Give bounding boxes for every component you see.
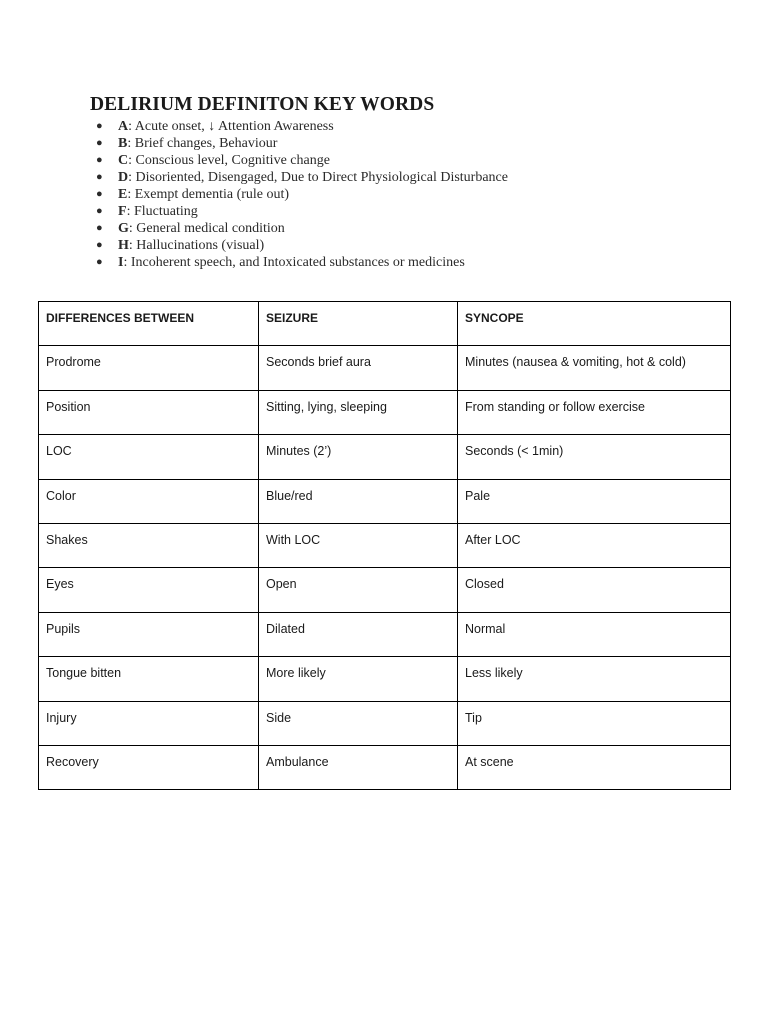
keyword-list xyxy=(90,118,508,271)
cell-text: Tongue bitten xyxy=(46,666,122,681)
keyword-text: : General medical condition xyxy=(128,221,285,236)
table-cell xyxy=(458,346,731,390)
list-item xyxy=(90,237,508,254)
table-cell xyxy=(39,523,259,567)
cell-text: Tip xyxy=(465,710,482,725)
table-cell xyxy=(458,479,731,523)
table-cell xyxy=(458,745,731,789)
table-cell xyxy=(259,479,458,523)
keyword-letter: B xyxy=(118,136,128,151)
table-cell xyxy=(458,568,731,612)
page-title: DELIRIUM DEFINITON KEY WORDS xyxy=(90,94,435,115)
cell-text: At scene xyxy=(465,754,514,769)
keyword-letter: I xyxy=(118,255,124,270)
bullet-icon: ● xyxy=(96,171,103,183)
table-row xyxy=(39,479,731,523)
table-cell xyxy=(259,612,458,656)
keyword-letter: A xyxy=(118,119,129,134)
keyword-text: : Fluctuating xyxy=(126,204,198,219)
cell-text: Closed xyxy=(465,577,504,592)
keyword-letter: F xyxy=(118,204,127,219)
table-cell xyxy=(458,435,731,479)
table-row xyxy=(39,701,731,745)
cell-text: With LOC xyxy=(266,532,321,547)
list-item xyxy=(90,254,508,271)
list-item xyxy=(90,118,508,135)
table-cell xyxy=(259,390,458,434)
list-item xyxy=(90,220,508,237)
keyword-text: : Hallucinations (visual) xyxy=(128,238,265,253)
table-cell xyxy=(259,523,458,567)
keyword-letter: E xyxy=(118,187,128,202)
cell-text: Minutes (nausea & vomiting, hot & cold) xyxy=(465,355,686,370)
table-cell xyxy=(259,657,458,701)
keyword-letter: C xyxy=(118,153,129,168)
table-cell xyxy=(39,568,259,612)
table-cell xyxy=(39,657,259,701)
keyword-text: : Acute onset, ↓ Attention Awareness xyxy=(128,119,334,134)
list-item xyxy=(90,169,508,186)
table-cell xyxy=(458,657,731,701)
keyword-text: : Conscious level, Cognitive change xyxy=(128,153,330,168)
table-body xyxy=(39,346,731,790)
cell-text: Blue/red xyxy=(266,488,313,503)
table-row xyxy=(39,435,731,479)
table-cell xyxy=(39,701,259,745)
cell-text: After LOC xyxy=(465,532,521,547)
table-row xyxy=(39,523,731,567)
bullet-icon: ● xyxy=(96,154,103,166)
header-label: SEIZURE xyxy=(266,311,319,325)
bullet-icon: ● xyxy=(96,205,103,217)
table-cell xyxy=(259,346,458,390)
cell-text: Pupils xyxy=(46,621,81,636)
table-row xyxy=(39,390,731,434)
cell-text: Seconds brief aura xyxy=(266,355,371,370)
table-cell xyxy=(458,523,731,567)
keyword-letter: D xyxy=(118,170,129,185)
header-label: SYNCOPE xyxy=(465,311,524,325)
cell-text: From standing or follow exercise xyxy=(465,399,645,414)
cell-text: Shakes xyxy=(46,532,88,547)
table-cell xyxy=(458,390,731,434)
table-cell xyxy=(259,701,458,745)
keyword-text: : Disoriented, Disengaged, Due to Direct Physiological Disturbance xyxy=(128,170,508,185)
cell-text: Color xyxy=(46,488,76,503)
table-cell xyxy=(458,701,731,745)
table-cell xyxy=(39,390,259,434)
bullet-icon: ● xyxy=(96,120,103,132)
cell-text: Side xyxy=(266,710,292,725)
bullet-icon: ● xyxy=(96,239,103,251)
table-row xyxy=(39,657,731,701)
table-row xyxy=(39,568,731,612)
cell-text: Prodrome xyxy=(46,355,101,370)
cell-text: Seconds (< 1min) xyxy=(465,444,564,459)
bullet-icon: ● xyxy=(96,137,103,149)
cell-text: Eyes xyxy=(46,577,74,592)
table-cell xyxy=(259,745,458,789)
cell-text: Ambulance xyxy=(266,754,329,769)
cell-text: Normal xyxy=(465,621,506,636)
table-cell xyxy=(39,612,259,656)
cell-text: Injury xyxy=(46,710,77,725)
table-cell xyxy=(39,435,259,479)
header-cell-differences xyxy=(39,302,259,346)
table-cell xyxy=(259,568,458,612)
cell-text: Pale xyxy=(465,488,491,503)
bullet-icon: ● xyxy=(96,188,103,200)
table-cell xyxy=(458,612,731,656)
table-header-row xyxy=(39,302,731,346)
header-label: DIFFERENCES BETWEEN xyxy=(46,311,195,325)
keyword-text: : Exempt dementia (rule out) xyxy=(127,187,290,202)
cell-text: Dilated xyxy=(266,621,305,636)
table-cell xyxy=(39,346,259,390)
bullet-icon: ● xyxy=(96,256,103,268)
cell-text: Recovery xyxy=(46,754,99,769)
list-item xyxy=(90,135,508,152)
header-cell-syncope xyxy=(458,302,731,346)
cell-text: LOC xyxy=(46,444,72,459)
header-cell-seizure xyxy=(259,302,458,346)
keyword-text: : Brief changes, Behaviour xyxy=(127,136,278,151)
table-row xyxy=(39,346,731,390)
cell-text: Sitting, lying, sleeping xyxy=(266,399,387,414)
table-row xyxy=(39,745,731,789)
cell-text: Position xyxy=(46,399,91,414)
bullet-icon: ● xyxy=(96,222,103,234)
comparison-table xyxy=(38,301,731,790)
cell-text: Minutes (2’) xyxy=(266,444,332,459)
cell-text: Open xyxy=(266,577,297,592)
list-item xyxy=(90,152,508,169)
keyword-letter: G xyxy=(118,221,129,236)
cell-text: Less likely xyxy=(465,666,523,681)
table-cell xyxy=(259,435,458,479)
table-row xyxy=(39,612,731,656)
table-cell xyxy=(39,479,259,523)
list-item xyxy=(90,203,508,220)
list-item xyxy=(90,186,508,203)
table-cell xyxy=(39,745,259,789)
cell-text: More likely xyxy=(266,666,326,681)
keyword-text: : Incoherent speech, and Intoxicated substances or medicines xyxy=(123,255,465,270)
keyword-letter: H xyxy=(118,238,129,253)
